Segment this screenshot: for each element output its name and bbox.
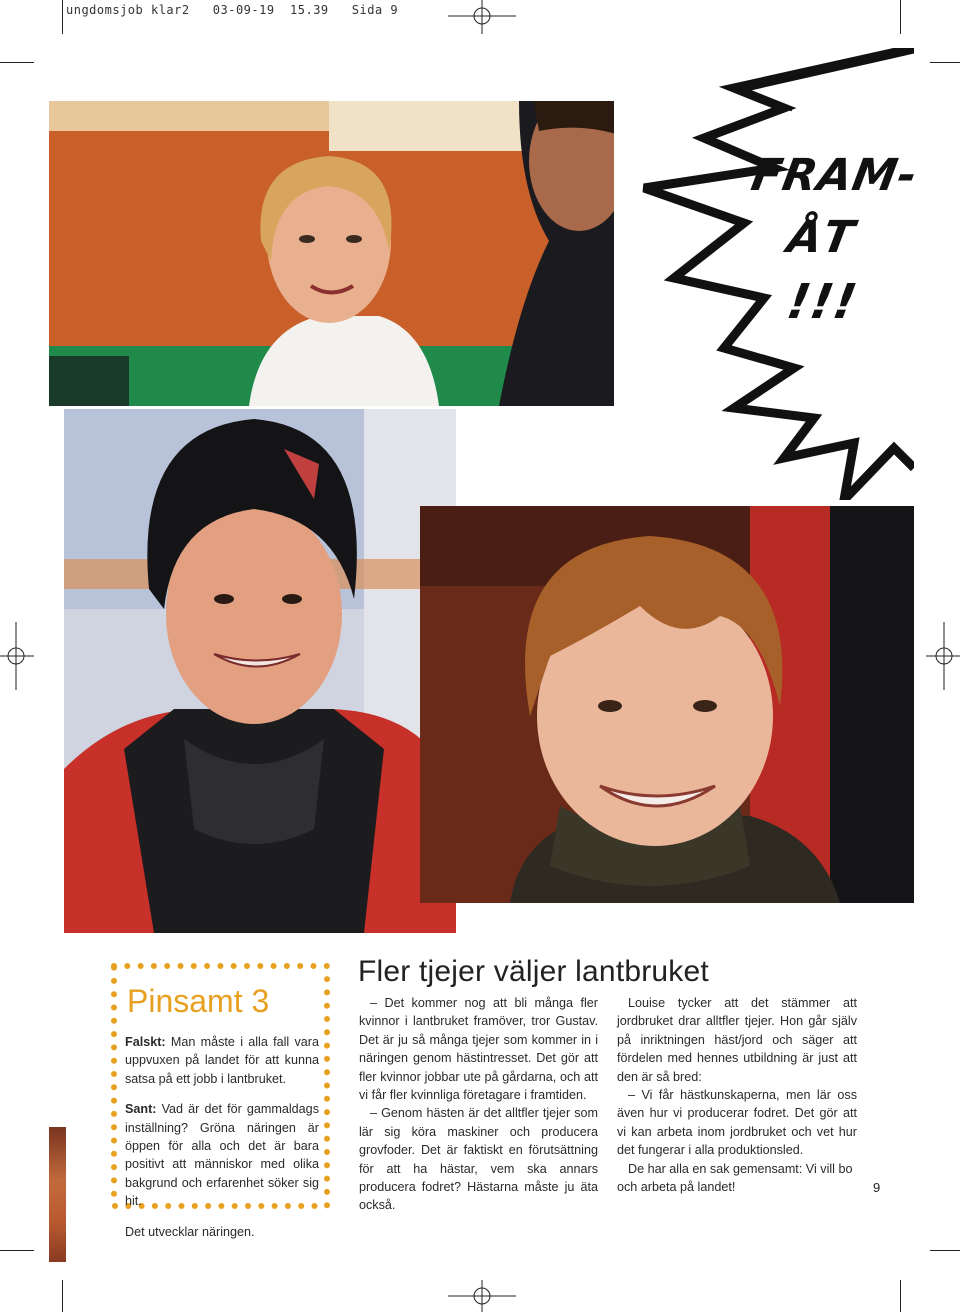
photo-right-girl [420, 506, 914, 903]
article-headline: Fler tjejer väljer lantbruket [358, 955, 709, 988]
col1-paragraph-1: – Det kommer nog att bli många fler kvinnor i lantbruket framöver, tror Gustav. Det är ju så många tjejer som kommer in i näringen genom hästintresset. Det gör att fler kvinnor jobbar ute på gårdarna, och att vi får fler kvinnliga företagare i framtiden. [359, 996, 598, 1103]
false-label: Falskt: [125, 1035, 166, 1049]
burst-line3: !!! [783, 274, 862, 330]
sidebar-text [125, 1033, 319, 1241]
true-text: Vad är det för gammaldags inställning? Gröna näringen är öppen för alla och det är bara positivt att människor med olika bakgrund och erfarenhet söker sig hit. [125, 1102, 319, 1209]
photo-top-girl [49, 101, 635, 406]
article-column-2 [617, 994, 857, 1196]
photo-left-boy [64, 409, 456, 933]
page-number: 9 [873, 1180, 881, 1195]
sidebar-box [111, 963, 330, 1239]
false-text: Man måste i alla fall vara uppvuxen på landet för att kunna satsa på ett jobb i lantbruket. [125, 1035, 319, 1086]
sidebar-false-paragraph [125, 1033, 319, 1088]
registration-mark-left-icon [0, 622, 34, 690]
true-label: Sant: [125, 1102, 157, 1117]
sidebar-title: Pinsamt 3 [127, 983, 270, 1019]
col1-paragraph-2: – Genom hästen är det alltfler tjejer som lär sig köra maskiner och producera grovfoder. Det är faktiskt en förutsättning för att ha hästar, vem ska annars producera fodret? Hästarna måste ju äta också. [359, 1106, 598, 1213]
burst-line2: ÅT [783, 212, 859, 263]
col2-paragraph-2: – Vi får hästkunskaperna, men lär oss även hur vi producerar fodret. Det gör att vi kan arbeta inom jordbruket och vet hur det fungerar i alla produktionsled. [617, 1088, 857, 1158]
print-slug: ungdomsjob klar2 03-09-19 15.39 Sida 9 [66, 3, 399, 17]
burst-outline-icon [614, 48, 914, 500]
registration-mark-top-icon [448, 0, 516, 34]
burst-line1: FRAM- [747, 150, 922, 201]
article-column-1 [359, 994, 598, 1215]
registration-mark-bottom-icon [448, 1280, 516, 1312]
col2-paragraph-3: De har alla en sak gemensamt: Vi vill bo och arbeta på landet! [617, 1161, 853, 1195]
sidebar-true-paragraph [125, 1100, 319, 1210]
comic-burst [614, 48, 922, 500]
sidebar-true-paragraph-end: Det utvecklar näringen. [125, 1224, 255, 1239]
registration-mark-right-icon [926, 622, 960, 690]
col2-paragraph-1: Louise tycker att det stämmer att jordbruket drar alltfler tjejer. Hon går själv på inriktningen häst/jord och säger att fördelen med hennes utbildning är just att den är så bred: [617, 996, 857, 1084]
photo-edge-strip [49, 1127, 66, 1262]
